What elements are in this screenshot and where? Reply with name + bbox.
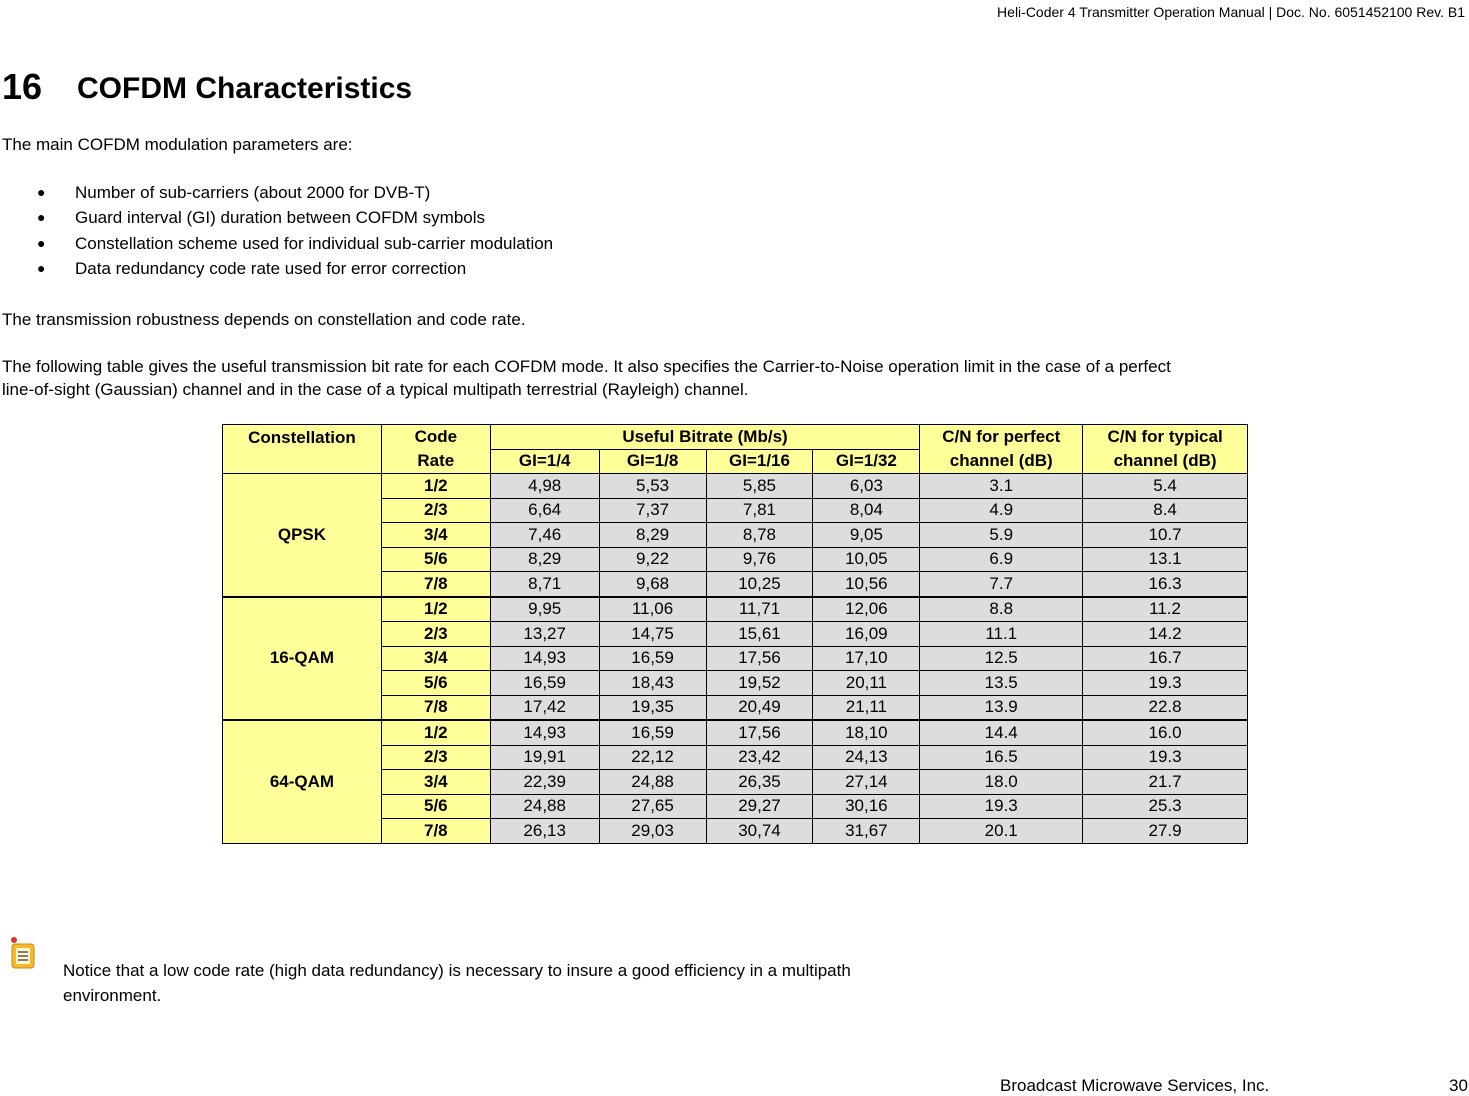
- note-text: Notice that a low code rate (high data redundancy) is necessary to insure a good efficiency in a multipath environment.: [63, 961, 851, 1005]
- code-rate-cell: 7/8: [381, 819, 490, 844]
- section-title: COFDM Characteristics: [77, 72, 413, 105]
- cn-typical-cell: 21.7: [1083, 770, 1248, 795]
- constellation-cell: 64-QAM: [223, 720, 382, 843]
- header-gi-1-4: GI=1/4: [490, 449, 599, 474]
- bitrate-cell: 7,37: [599, 498, 706, 523]
- bitrate-cell: 13,27: [490, 622, 599, 647]
- bitrate-cell: 27,14: [813, 770, 920, 795]
- code-rate-cell: 1/2: [381, 597, 490, 622]
- cn-typical-cell: 22.8: [1083, 695, 1248, 720]
- cn-typical-cell: 19.3: [1083, 671, 1248, 696]
- cn-perfect-cell: 16.5: [920, 745, 1083, 770]
- bitrate-cell: 11,06: [599, 597, 706, 622]
- bitrate-cell: 9,68: [599, 572, 706, 597]
- code-rate-cell: 3/4: [381, 770, 490, 795]
- list-item: ● Number of sub-carriers (about 2000 for DVB-T): [37, 180, 553, 205]
- section-number: 16: [2, 66, 43, 107]
- running-header: Heli-Coder 4 Transmitter Operation Manual | Doc. No. 6051452100 Rev. B1: [997, 4, 1465, 20]
- bullet-icon: ●: [37, 259, 46, 276]
- footer-company: Broadcast Microwave Services, Inc.: [1000, 1076, 1270, 1095]
- bitrate-cell: 16,59: [490, 671, 599, 696]
- cn-typical-cell: 14.2: [1083, 622, 1248, 647]
- list-item: ● Guard interval (GI) duration between COFDM symbols: [37, 205, 553, 230]
- bitrate-cell: 8,71: [490, 572, 599, 597]
- bullet-icon: ●: [37, 209, 46, 226]
- bitrate-cell: 14,93: [490, 720, 599, 745]
- cn-perfect-cell: 19.3: [920, 794, 1083, 819]
- bitrate-cell: 22,12: [599, 745, 706, 770]
- bitrate-cell: 24,13: [813, 745, 920, 770]
- cn-perfect-cell: 13.5: [920, 671, 1083, 696]
- cn-typical-cell: 5.4: [1083, 474, 1248, 499]
- constellation-cell: QPSK: [223, 474, 382, 597]
- bitrate-cell: 7,81: [706, 498, 813, 523]
- cn-perfect-cell: 14.4: [920, 720, 1083, 745]
- cn-perfect-cell: 3.1: [920, 474, 1083, 499]
- bitrate-cell: 9,05: [813, 523, 920, 548]
- cn-typical-cell: 10.7: [1083, 523, 1248, 548]
- bitrate-cell: 19,35: [599, 695, 706, 720]
- bitrate-cell: 9,95: [490, 597, 599, 622]
- cn-perfect-cell: 4.9: [920, 498, 1083, 523]
- table-row: [223, 474, 1248, 499]
- code-rate-cell: 5/6: [381, 794, 490, 819]
- cn-typical-cell: 16.7: [1083, 646, 1248, 671]
- bitrate-cell: 7,46: [490, 523, 599, 548]
- bitrate-cell: 24,88: [490, 794, 599, 819]
- bitrate-cell: 14,93: [490, 646, 599, 671]
- cn-typical-cell: 16.3: [1083, 572, 1248, 597]
- bitrate-cell: 5,85: [706, 474, 813, 499]
- bitrate-cell: 8,29: [599, 523, 706, 548]
- robustness-paragraph: The transmission robustness depends on constellation and code rate.: [2, 310, 526, 329]
- bitrate-cell: 8,78: [706, 523, 813, 548]
- cn-perfect-cell: 18.0: [920, 770, 1083, 795]
- intro-paragraph: The main COFDM modulation parameters are:: [2, 135, 353, 154]
- table-row: [223, 597, 1248, 622]
- bitrate-cell: 23,42: [706, 745, 813, 770]
- bitrate-cell: 10,56: [813, 572, 920, 597]
- bitrate-cell: 22,39: [490, 770, 599, 795]
- bitrate-cell: 12,06: [813, 597, 920, 622]
- cn-perfect-cell: 12.5: [920, 646, 1083, 671]
- bitrate-cell: 15,61: [706, 622, 813, 647]
- bitrate-cell: 9,76: [706, 547, 813, 572]
- bitrate-cell: 19,52: [706, 671, 813, 696]
- bitrate-cell: 19,91: [490, 745, 599, 770]
- code-rate-cell: 2/3: [381, 745, 490, 770]
- bitrate-cell: 16,59: [599, 720, 706, 745]
- bitrate-cell: 6,64: [490, 498, 599, 523]
- bitrate-cell: 21,11: [813, 695, 920, 720]
- cn-typical-cell: 25.3: [1083, 794, 1248, 819]
- code-rate-cell: 5/6: [381, 671, 490, 696]
- code-rate-cell: 3/4: [381, 646, 490, 671]
- cn-perfect-cell: 7.7: [920, 572, 1083, 597]
- cn-typical-cell: 27.9: [1083, 819, 1248, 844]
- table-row: [223, 720, 1248, 745]
- code-rate-cell: 2/3: [381, 622, 490, 647]
- bitrate-cell: 18,43: [599, 671, 706, 696]
- bitrate-cell: 10,25: [706, 572, 813, 597]
- header-constellation: Constellation: [223, 425, 382, 474]
- code-rate-cell: 1/2: [381, 474, 490, 499]
- list-item: ● Data redundancy code rate used for error correction: [37, 256, 553, 281]
- cn-typical-cell: 8.4: [1083, 498, 1248, 523]
- bitrate-cell: 17,56: [706, 720, 813, 745]
- code-rate-cell: 2/3: [381, 498, 490, 523]
- cn-typical-cell: 11.2: [1083, 597, 1248, 622]
- bitrate-cell: 27,65: [599, 794, 706, 819]
- table-intro-paragraph: The following table gives the useful transmission bit rate for each COFDM mode. It also specifies the Carrier-to-Noise operation limit in the case of a perfect line-of-sight (Gaussian) channel and in the case of a typical multipath terrestrial (Rayleigh) channel.: [2, 357, 1171, 399]
- bitrate-cell: 24,88: [599, 770, 706, 795]
- code-rate-cell: 7/8: [381, 572, 490, 597]
- cn-typical-cell: 19.3: [1083, 745, 1248, 770]
- cn-perfect-cell: 6.9: [920, 547, 1083, 572]
- cn-perfect-cell: 13.9: [920, 695, 1083, 720]
- cofdm-table: [222, 424, 1248, 844]
- code-rate-cell: 7/8: [381, 695, 490, 720]
- bitrate-cell: 8,29: [490, 547, 599, 572]
- list-item: ● Constellation scheme used for individual sub-carrier modulation: [37, 231, 553, 256]
- bitrate-cell: 18,10: [813, 720, 920, 745]
- bitrate-cell: 5,53: [599, 474, 706, 499]
- bitrate-cell: 20,49: [706, 695, 813, 720]
- bullet-icon: ●: [37, 184, 46, 200]
- bitrate-cell: 30,16: [813, 794, 920, 819]
- bitrate-cell: 30,74: [706, 819, 813, 844]
- cn-perfect-cell: 5.9: [920, 523, 1083, 548]
- header-cn-typical: C/N for typical channel (dB): [1083, 425, 1248, 474]
- bitrate-cell: 17,56: [706, 646, 813, 671]
- bitrate-cell: 6,03: [813, 474, 920, 499]
- bitrate-cell: 10,05: [813, 547, 920, 572]
- constellation-cell: 16-QAM: [223, 597, 382, 721]
- header-gi-1-16: GI=1/16: [706, 449, 813, 474]
- bitrate-cell: 14,75: [599, 622, 706, 647]
- code-rate-cell: 5/6: [381, 547, 490, 572]
- bitrate-cell: 8,04: [813, 498, 920, 523]
- header-gi-1-32: GI=1/32: [813, 449, 920, 474]
- bitrate-cell: 17,10: [813, 646, 920, 671]
- cn-perfect-cell: 11.1: [920, 622, 1083, 647]
- bitrate-cell: 16,59: [599, 646, 706, 671]
- header-code-rate: Code Rate: [381, 425, 490, 474]
- bitrate-cell: 26,13: [490, 819, 599, 844]
- parameter-list: [37, 180, 553, 281]
- bitrate-cell: 11,71: [706, 597, 813, 622]
- cn-perfect-cell: 8.8: [920, 597, 1083, 622]
- bitrate-cell: 16,09: [813, 622, 920, 647]
- bitrate-cell: 9,22: [599, 547, 706, 572]
- header-cn-perfect: C/N for perfect channel (dB): [920, 425, 1083, 474]
- cn-typical-cell: 13.1: [1083, 547, 1248, 572]
- bitrate-cell: 17,42: [490, 695, 599, 720]
- cn-typical-cell: 16.0: [1083, 720, 1248, 745]
- code-rate-cell: 3/4: [381, 523, 490, 548]
- bitrate-cell: 20,11: [813, 671, 920, 696]
- page-number: 30: [1449, 1076, 1468, 1095]
- cn-perfect-cell: 20.1: [920, 819, 1083, 844]
- bullet-icon: ●: [37, 234, 46, 251]
- bitrate-cell: 26,35: [706, 770, 813, 795]
- bitrate-cell: 31,67: [813, 819, 920, 844]
- header-gi-1-8: GI=1/8: [599, 449, 706, 474]
- bitrate-cell: 29,27: [706, 794, 813, 819]
- code-rate-cell: 1/2: [381, 720, 490, 745]
- bitrate-cell: 4,98: [490, 474, 599, 499]
- bitrate-cell: 29,03: [599, 819, 706, 844]
- header-useful-bitrate: Useful Bitrate (Mb/s): [490, 425, 920, 450]
- note-icon: [8, 936, 38, 972]
